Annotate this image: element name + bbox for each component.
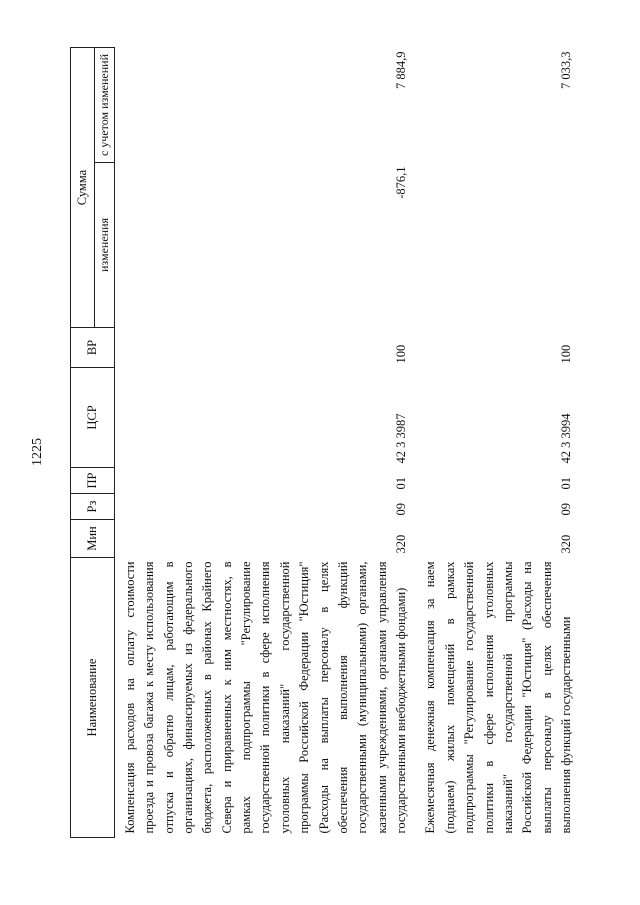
row-min: 320 <box>559 534 574 554</box>
header-sum: Сумма <box>71 48 95 328</box>
row-csr: 42 3 3994 <box>559 413 574 464</box>
budget-table <box>70 47 578 838</box>
rotated-page <box>20 12 620 892</box>
row-min: 320 <box>394 534 409 554</box>
header-name: Наименование <box>71 558 115 838</box>
header-vr: ВР <box>71 328 115 368</box>
table-header <box>71 48 115 838</box>
row-rz: 09 <box>559 503 574 516</box>
header-pr: ПР <box>71 468 115 494</box>
row-vr: 100 <box>559 344 574 364</box>
header-min: Мин <box>71 520 115 558</box>
row-pr: 01 <box>394 477 409 490</box>
table-row <box>114 48 413 838</box>
header-rz: Рз <box>71 494 115 520</box>
row-vr: 100 <box>394 344 409 364</box>
row-with-change: 7 033,3 <box>559 51 574 89</box>
row-change: -876,1 <box>394 166 409 199</box>
row-name: Ежемесячная денежная компенсация за наем (поднаем) жилых помещений в рамках подпрограммы "Регулирование государственной политики в сфере исполнения уголовных наказаний" государственной программы Российской Федерации "Юстиция" (Расходы на выплаты персоналу в целях обеспечения выполнения функций государственными <box>423 561 574 834</box>
header-with-change: с учетом изменений <box>95 48 114 163</box>
row-csr: 42 3 3987 <box>394 413 409 464</box>
row-pr: 01 <box>559 477 574 490</box>
page-number: 1225 <box>30 438 45 466</box>
row-change <box>413 163 578 328</box>
table-row <box>413 48 578 838</box>
header-csr: ЦСР <box>71 368 115 468</box>
row-with-change: 7 884,9 <box>394 51 409 89</box>
header-change: изменения <box>95 163 114 328</box>
row-name: Компенсация расходов на оплату стоимости проезда и провоза багажа к месту использования отпуска и обратно лицам, работающим в организациях, финансируемых из федерального бюджета, расположенных в районах Крайнего Севера и приравненных к ним местностях, в рамках подпрограммы "Регулирование государственной политики в сфере исполнения уголовных наказаний" государственной программы Российской Федерации "Юстиция" (Расходы на выплаты персоналу в целях обеспечения выполнения функций государственными (муниципальными) органами, казенными учреждениями, органами управления государственными внебюджетными фондами) <box>122 561 409 834</box>
row-rz: 09 <box>394 503 409 516</box>
